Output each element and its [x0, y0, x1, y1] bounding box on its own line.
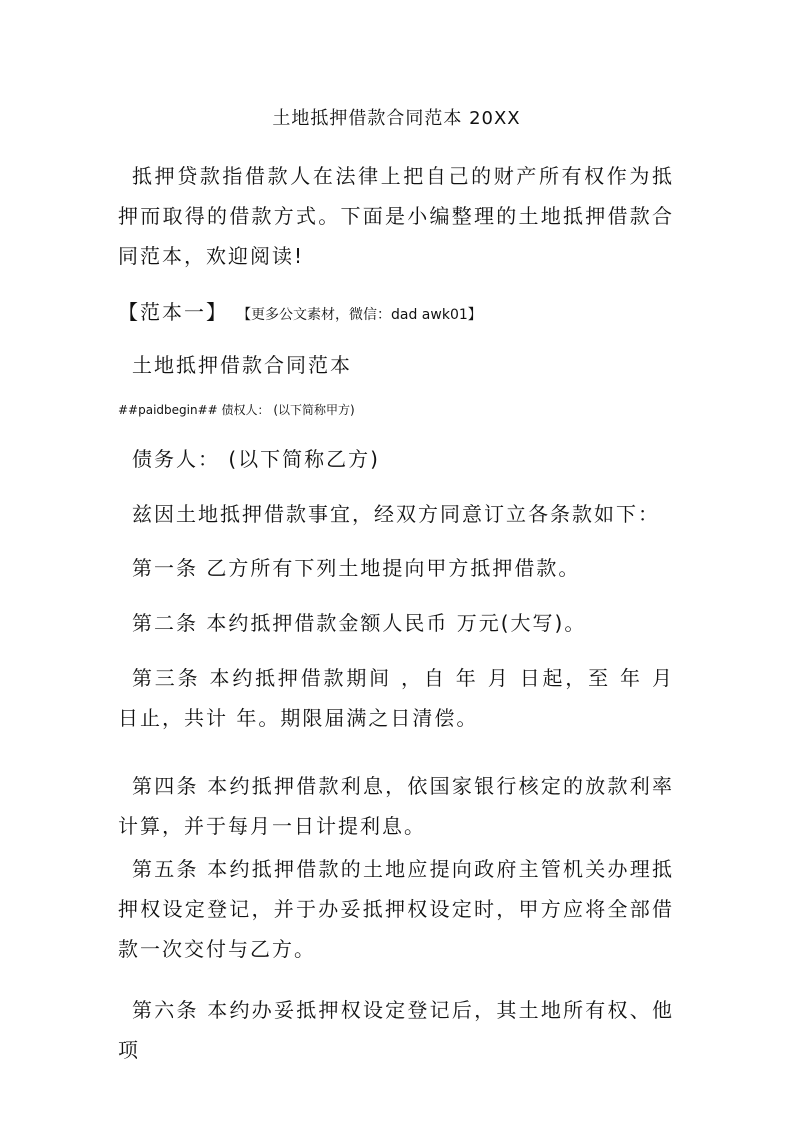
creditor-line: ##paidbegin## 债权人： (以下简称甲方) — [118, 403, 355, 417]
article-6: 第六条 本约办妥抵押权设定登记后，其土地所有权、他项 — [118, 998, 674, 1062]
sample-note: 【更多公文素材，微信：dad awk01】 — [244, 307, 482, 323]
article-1: 第一条 乙方所有下列土地提向甲方抵押借款。 — [132, 556, 581, 580]
article-4: 第四条 本约抵押借款利息，依国家银行核定的放款利率计算，并于每月一日计提利息。 — [118, 774, 674, 838]
article-3: 第三条 本约抵押借款期间 ，自 年 月 日起，至 年 月 日止，共计 年。期限届满之日清偿。 — [118, 666, 674, 730]
sample-heading: 【范本一】 — [118, 300, 228, 324]
article-2: 第二条 本约抵押借款金额人民币 万元(大写)。 — [132, 611, 587, 635]
sample-heading-line — [118, 294, 678, 333]
intro-paragraph: 抵押贷款指借款人在法律上把自己的财产所有权作为抵押而取得的借款方式。下面是小编整理的土地抵押借款合同范本，欢迎阅读! — [118, 164, 674, 268]
debtor-line: 债务人： (以下简称乙方) — [132, 447, 380, 471]
preamble: 兹因土地抵押借款事宜，经双方同意订立各条款如下： — [132, 502, 660, 526]
document-title: 土地抵押借款合同范本 20XX — [272, 108, 521, 129]
article-5: 第五条 本约抵押借款的土地应提向政府主管机关办理抵押权设定登记，并于办妥抵押权设定时，甲方应将全部借款一次交付与乙方。 — [118, 857, 674, 961]
contract-title: 土地抵押借款合同范本 — [132, 353, 352, 377]
